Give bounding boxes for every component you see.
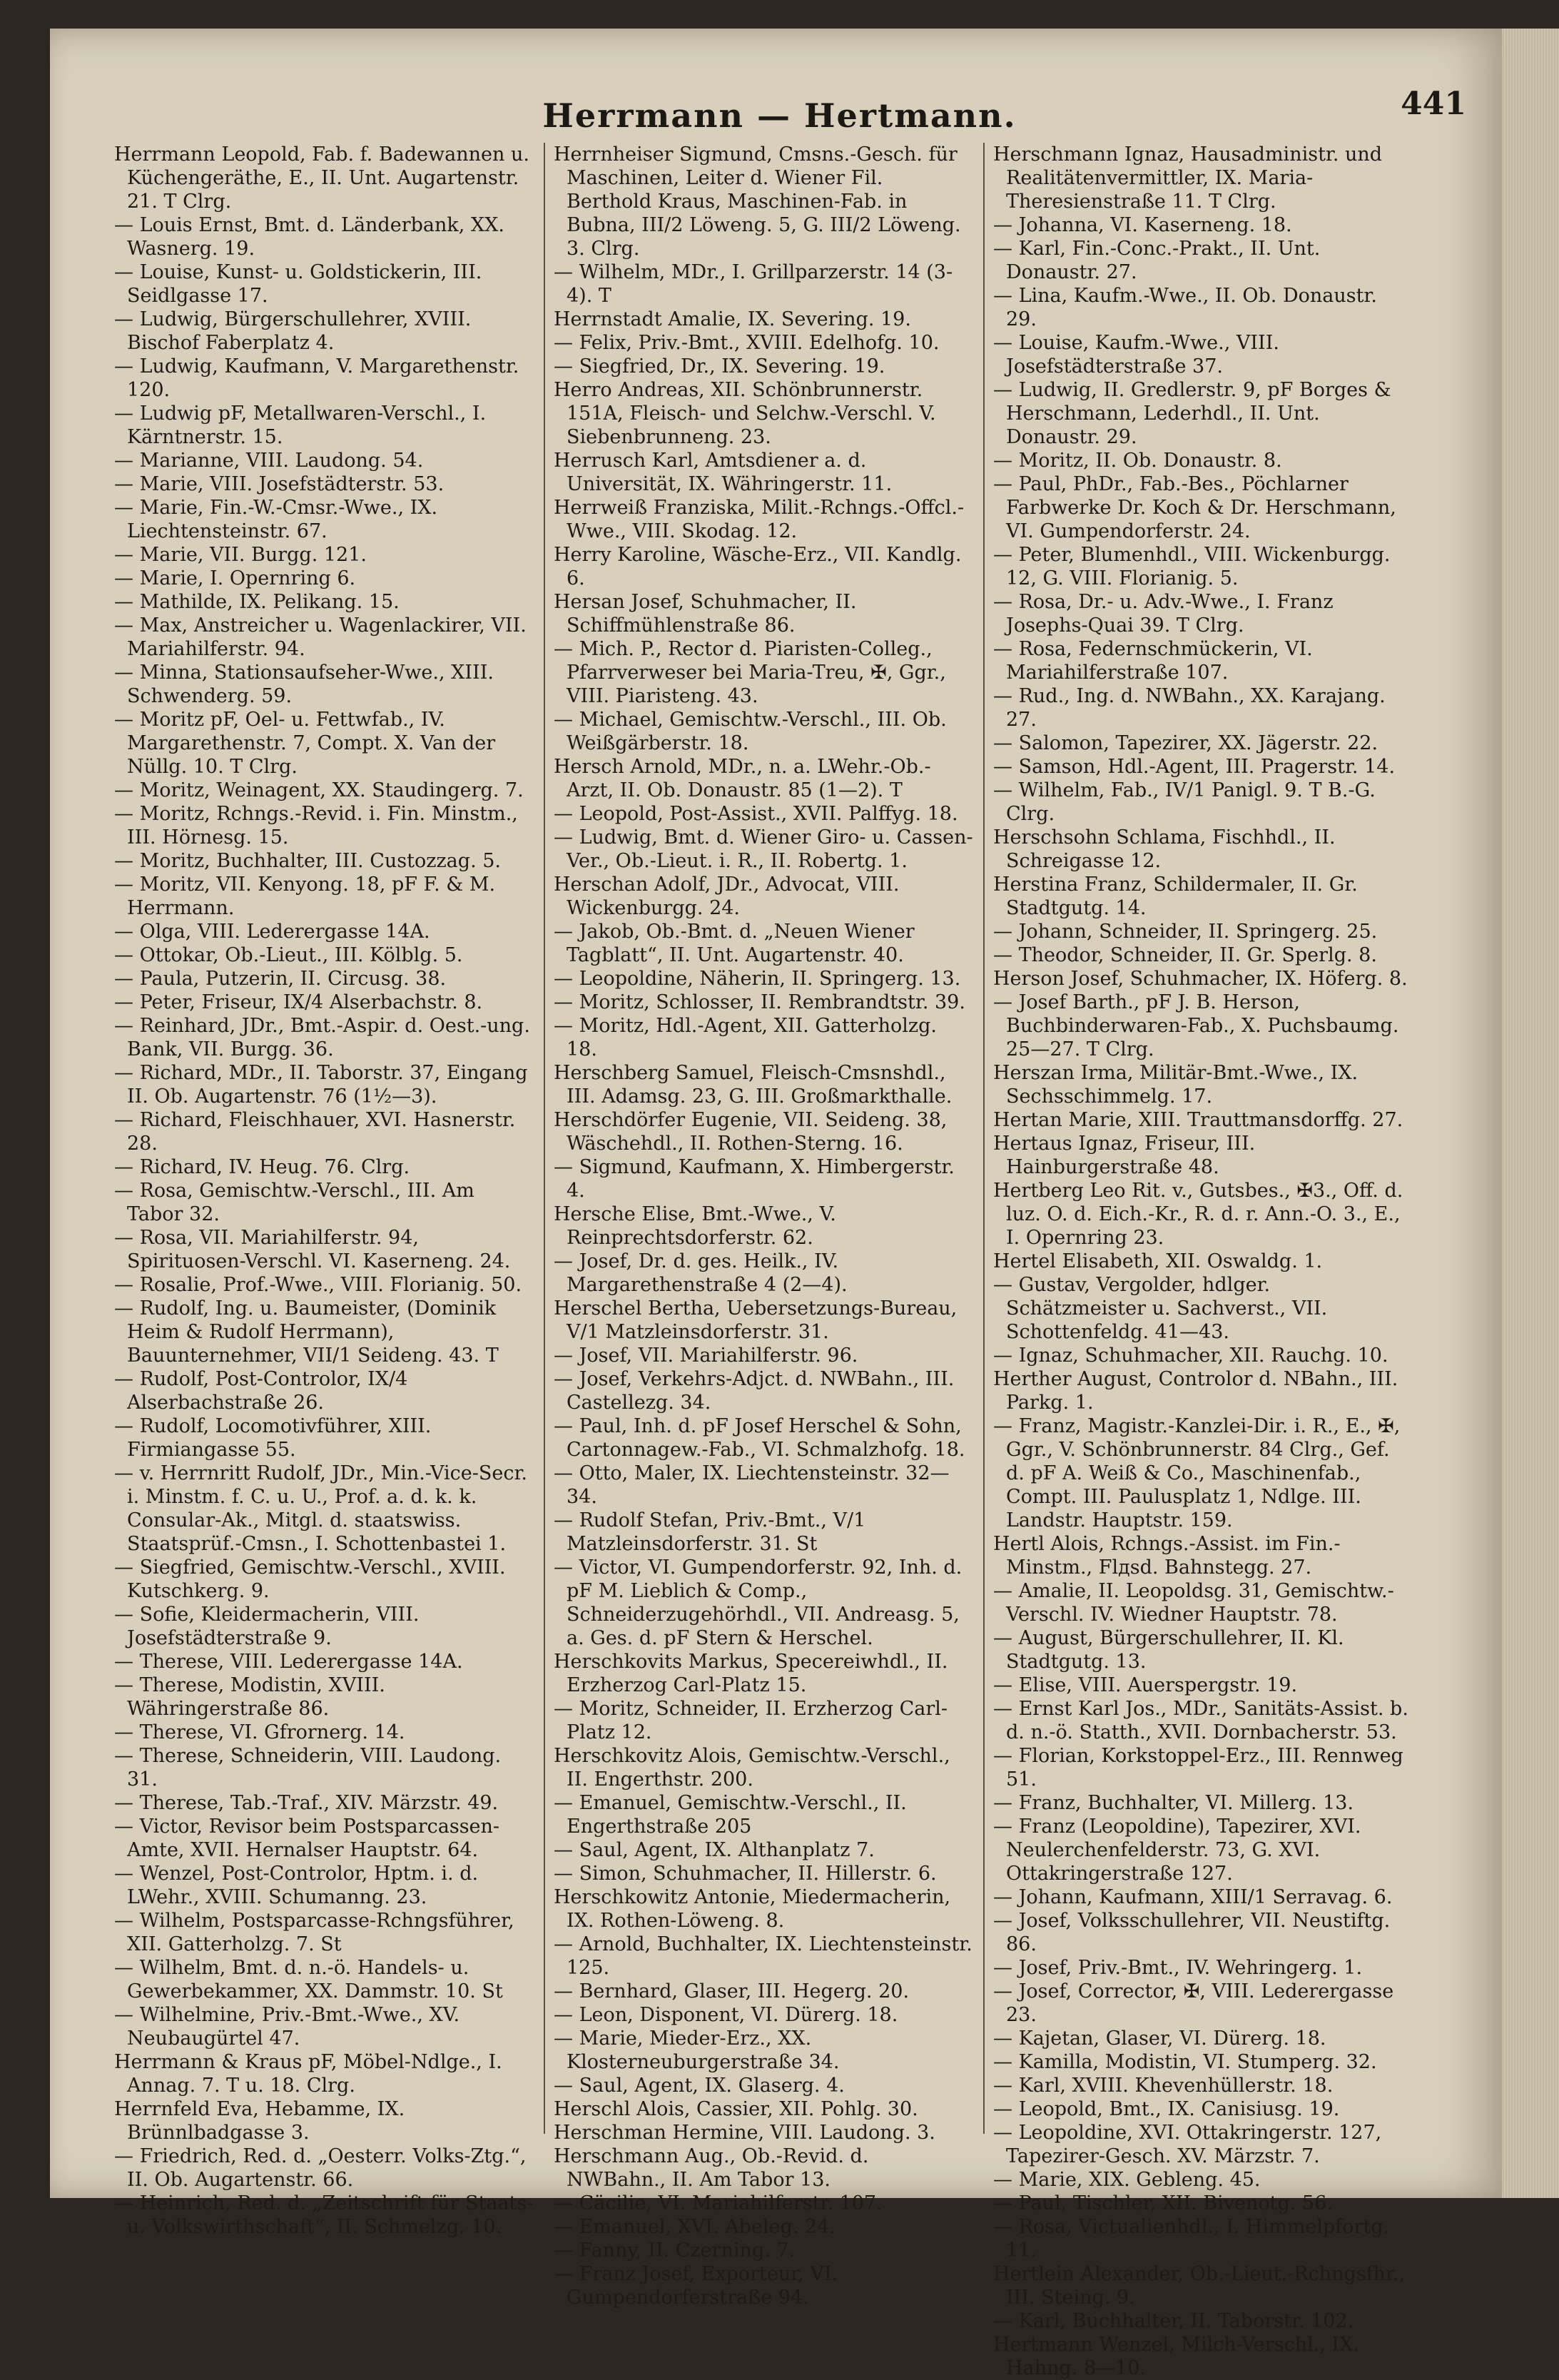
directory-entry: Hersche Elise, Bmt.-Wwe., V. Reinprechtsdorferstr. 62. bbox=[554, 1203, 836, 1249]
directory-entry: — Rosa, Gemischtw.-Verschl., III. Am Tabor 32. bbox=[114, 1180, 474, 1225]
directory-entry: Hersch Arnold, MDr., n. a. LWehr.-Ob.-Arzt, II. Ob. Donaustr. 85 (1—2). T bbox=[554, 756, 931, 801]
directory-entry: Herschberg Samuel, Fleisch-Cmsnshdl., III. Adamsg. 23, G. III. Großmarkthalle. bbox=[554, 1062, 953, 1108]
directory-entry: — Josef, Corrector, ✠, VIII. Lederergasse 23. bbox=[993, 1980, 1394, 2026]
directory-entry: — Franz, Magistr.-Kanzlei-Dir. i. R., E., ✠, Ggr., V. Schönbrunnerstr. 84 Clrg., Gef. d. pF A. Weiß & Co., Maschinenfab., Compt. III. Paulusplatz 1, Ndlge. III. Landstr. Hauptstr. 159. bbox=[993, 1415, 1401, 1531]
directory-entry: — Wilhelm, Bmt. d. n.-ö. Handels- u. Gewerbekammer, XX. Dammstr. 10. St bbox=[114, 1957, 503, 2002]
directory-entry: — Louise, Kunst- u. Goldstickerin, III. Seidlgasse 17. bbox=[114, 261, 482, 307]
directory-entry: — Karl, XVIII. Khevenhüllerstr. 18. bbox=[993, 2075, 1334, 2097]
directory-entry: — Heinrich, Red. d. „Zeitschrift für Staats- u. Volkswirthschaft“, II. Schmelzg. 10. bbox=[114, 2192, 534, 2238]
directory-entry: — Ernst Karl Jos., MDr., Sanitäts-Assist. b. d. n.-ö. Statth., XVII. Dornbacherstr. 53. bbox=[993, 1698, 1408, 1743]
directory-entry: — Marie, Mieder-Erz., XX. Klosterneuburgerstraße 34. bbox=[554, 2027, 840, 2073]
directory-entry: — Gustav, Vergolder, hdlger. Schätzmeister u. Sachverst., VII. Schottenfeldg. 41—43. bbox=[993, 1274, 1328, 1343]
directory-entry: — Salomon, Tapezirer, XX. Jägerstr. 22. bbox=[993, 732, 1378, 754]
directory-entry: — Theodor, Schneider, II. Gr. Sperlg. 8. bbox=[993, 944, 1377, 966]
directory-entry: — Wilhelmine, Priv.-Bmt.-Wwe., XV. Neubaugürtel 47. bbox=[114, 2004, 460, 2050]
directory-entry: — Paul, Inh. d. pF Josef Herschel & Sohn, Cartonnagew.-Fab., VI. Schmalzhofg. 18. bbox=[554, 1415, 965, 1461]
directory-entry: — Marie, VIII. Josefstädterstr. 53. bbox=[114, 473, 445, 495]
directory-entry: — Victor, VI. Gumpendorferstr. 92, Inh. d. pF M. Lieblich & Comp., Schneiderzugehörhdl., VII. Andreasg. 5, a. Ges. d. pF Stern & Herschel. bbox=[554, 1556, 963, 1649]
directory-entry: — Rudolf, Post-Controlor, IX/4 Alserbachstraße 26. bbox=[114, 1368, 408, 1414]
directory-entry: Herschl Alois, Cassier, XII. Pohlg. 30. bbox=[554, 2098, 918, 2120]
directory-entry: Herrnfeld Eva, Hebamme, IX. Brünnlbadgasse 3. bbox=[114, 2098, 405, 2144]
directory-entry: — Johann, Schneider, II. Springerg. 25. bbox=[993, 921, 1378, 943]
directory-entry: — Ottokar, Ob.-Lieut., III. Kölblg. 5. bbox=[114, 944, 463, 966]
directory-entry: — Johann, Kaufmann, XIII/1 Serravag. 6. bbox=[993, 1886, 1393, 1908]
directory-entry: — Paul, Tischler, XII. Bivenotg. 56. bbox=[993, 2192, 1333, 2214]
directory-entry: Herrmann Leopold, Fab. f. Badewannen u. Küchengeräthe, E., II. Unt. Augartenstr. 21. T Clrg. bbox=[114, 143, 529, 213]
directory-entry: — Moritz pF, Oel- u. Fettwfab., IV. Margarethenstr. 7, Compt. X. Van der Nüllg. 10. T Clrg. bbox=[114, 709, 496, 778]
directory-entry: — Louis Ernst, Bmt. d. Länderbank, XX. Wasnerg. 19. bbox=[114, 214, 504, 260]
directory-entry: — Cäcilie, VI. Mariahilferstr. 107. bbox=[554, 2192, 883, 2214]
directory-entry: — Leopold, Post-Assist., XVII. Palffyg. 18. bbox=[554, 803, 958, 825]
directory-entry: — Marie, I. Opernring 6. bbox=[114, 567, 356, 589]
directory-entry: — Moritz, Weinagent, XX. Staudingerg. 7. bbox=[114, 779, 524, 801]
directory-entry: — Rosa, Victualienhdl., I. Himmelpfortg. 11. bbox=[993, 2216, 1390, 2262]
directory-entry: Herry Karoline, Wäsche-Erz., VII. Kandlg. 6. bbox=[554, 544, 962, 589]
column-3 bbox=[983, 143, 1413, 2379]
directory-entry: — Ludwig pF, Metallwaren-Verschl., I. Kärntnerstr. 15. bbox=[114, 402, 487, 448]
directory-entry: Hertan Marie, XIII. Trauttmansdorffg. 27. bbox=[993, 1109, 1403, 1131]
directory-entry: Hertel Elisabeth, XII. Oswaldg. 1. bbox=[993, 1250, 1323, 1272]
directory-entry: — Leopold, Bmt., IX. Canisiusg. 19. bbox=[993, 2098, 1340, 2120]
directory-entry: — Rudolf, Locomotivführer, XIII. Firmiangasse 55. bbox=[114, 1415, 432, 1461]
page-header bbox=[0, 68, 1559, 135]
directory-entry: Herrmann & Kraus pF, Möbel-Ndlge., I. Annag. 7. T u. 18. Clrg. bbox=[114, 2051, 502, 2097]
directory-entry: — Rudolf, Ing. u. Baumeister, (Dominik Heim & Rudolf Herrmann), Bauunternehmer, VII/1 Seideng. 43. T bbox=[114, 1297, 499, 1367]
directory-entry: — Rudolf Stefan, Priv.-Bmt., V/1 Matzleinsdorferstr. 31. St bbox=[554, 1509, 866, 1555]
directory-entry: — Paula, Putzerin, II. Circusg. 38. bbox=[114, 968, 447, 990]
directory-entry: — Moritz, Schneider, II. Erzherzog Carl-Platz 12. bbox=[554, 1698, 948, 1743]
directory-entry: — Ludwig, Kaufmann, V. Margarethenstr. 120. bbox=[114, 355, 519, 401]
directory-entry: — Kamilla, Modistin, VI. Stumperg. 32. bbox=[993, 2051, 1377, 2073]
directory-entry: Hertmann Wenzel, Milch-Verschl., IX. Hahng. 8—10. bbox=[993, 2334, 1359, 2379]
directory-entry: Hertaus Ignaz, Friseur, III. Hainburgerstraße 48. bbox=[993, 1133, 1256, 1178]
directory-entry: — Rud., Ing. d. NWBahn., XX. Karajang. 27. bbox=[993, 685, 1386, 731]
directory-entry: — Michael, Gemischtw.-Verschl., III. Ob. Weißgärberstr. 18. bbox=[554, 709, 947, 754]
directory-entry: — Mathilde, IX. Pelikang. 15. bbox=[114, 591, 400, 613]
directory-entry: — Richard, Fleischhauer, XVI. Hasnerstr. 28. bbox=[114, 1109, 516, 1155]
directory-entry: — Moritz, II. Ob. Donaustr. 8. bbox=[993, 450, 1282, 472]
directory-entry: — Richard, MDr., II. Taborstr. 37, Eingang II. Ob. Augartenstr. 76 (1½—3). bbox=[114, 1062, 528, 1108]
directory-entry: — Wilhelm, MDr., I. Grillparzerstr. 14 (3-4). T bbox=[554, 261, 953, 307]
directory-entry: — Lina, Kaufm.-Wwe., II. Ob. Donaustr. 29. bbox=[993, 285, 1377, 330]
directory-entry: Herschdörfer Eugenie, VII. Seideng. 38, Wäschehdl., II. Rothen-Sterng. 16. bbox=[554, 1109, 948, 1155]
directory-entry: — Ludwig, Bmt. d. Wiener Giro- u. Cassen-Ver., Ob.-Lieut. i. R., II. Robertg. 1. bbox=[554, 826, 973, 872]
directory-entry: — Wenzel, Post-Controlor, Hptm. i. d. LWehr., XVIII. Schumanng. 23. bbox=[114, 1863, 479, 1908]
directory-entry: — August, Bürgerschullehrer, II. Kl. Stadtgutg. 13. bbox=[993, 1627, 1344, 1673]
directory-entry: — Rosa, Federnschmückerin, VI. Mariahilferstraße 107. bbox=[993, 638, 1313, 684]
directory-entry: — Therese, Schneiderin, VIII. Laudong. 31. bbox=[114, 1745, 502, 1791]
directory-entry: Herschman Hermine, VIII. Laudong. 3. bbox=[554, 2122, 935, 2144]
column-1 bbox=[114, 143, 534, 2238]
directory-entry: — Olga, VIII. Lederergasse 14A. bbox=[114, 921, 430, 943]
directory-entry: — Jakob, Ob.-Bmt. d. „Neuen Wiener Tagblatt“, II. Unt. Augartenstr. 40. bbox=[554, 921, 915, 966]
directory-entry: — v. Herrnritt Rudolf, JDr., Min.-Vice-Secr. i. Minstm. f. C. u. U., Prof. a. d. k. k. Consular-Ak., Mitgl. d. staatswiss. Staatsprüf.-Cmsn., I. Schottenbastei 1. bbox=[114, 1462, 528, 1555]
directory-columns bbox=[114, 143, 1413, 2379]
directory-entry: — Franz (Leopoldine), Tapezirer, XVI. Neulerchenfelderstr. 73, G. XVI. Ottakringerstraße 127. bbox=[993, 1816, 1361, 1885]
directory-entry: — Simon, Schuhmacher, II. Hillerstr. 6. bbox=[554, 1863, 937, 1885]
directory-entry: — Samson, Hdl.-Agent, III. Pragerstr. 14. bbox=[993, 756, 1396, 778]
column-2 bbox=[544, 143, 973, 2309]
directory-entry: — Marie, XIX. Gebleng. 45. bbox=[993, 2169, 1261, 2191]
directory-entry: — Louise, Kaufm.-Wwe., VIII. Josefstädterstraße 37. bbox=[993, 332, 1279, 378]
directory-entry: — Marie, VII. Burgg. 121. bbox=[114, 544, 367, 566]
directory-entry: Herro Andreas, XII. Schönbrunnerstr. 151A, Fleisch- und Selchw.-Verschl. V. Siebenbrunneng. 23. bbox=[554, 379, 936, 448]
directory-entry: — Ludwig, II. Gredlerstr. 9, pF Borges & Herschmann, Lederhdl., II. Unt. Donaustr. 29. bbox=[993, 379, 1391, 448]
directory-entry: Herschel Bertha, Uebersetzungs-Bureau, V/1 Matzleinsdorferstr. 31. bbox=[554, 1297, 958, 1343]
directory-entry: — Mich. P., Rector d. Piaristen-Colleg., Pfarrverweser bei Maria-Treu, ✠, Ggr., VIII. Piaristeng. 43. bbox=[554, 638, 946, 707]
directory-entry: — Moritz, VII. Kenyong. 18, pF F. & M. Herrmann. bbox=[114, 873, 496, 919]
running-title: Herrmann — Hertmann. bbox=[542, 96, 1017, 135]
directory-entry: Hertlein Alexander, Ob.-Lieut.-Rchngsfhr., III. Steing. 9. bbox=[993, 2263, 1406, 2309]
directory-entry: — Richard, IV. Heug. 76. Clrg. bbox=[114, 1156, 410, 1178]
directory-entry: — Reinhard, JDr., Bmt.-Aspir. d. Oest.-ung. Bank, VII. Burgg. 36. bbox=[114, 1015, 530, 1060]
directory-entry: — Emanuel, XVI. Abeleg. 24. bbox=[554, 2216, 836, 2238]
directory-entry: Herschkovitz Alois, Gemischtw.-Verschl., II. Engerthstr. 200. bbox=[554, 1745, 950, 1791]
directory-entry: — Moritz, Buchhalter, III. Custozzag. 5. bbox=[114, 850, 501, 872]
directory-entry: — Ludwig, Bürgerschullehrer, XVIII. Bischof Faberplatz 4. bbox=[114, 308, 472, 354]
directory-entry: — Franz, Buchhalter, VI. Millerg. 13. bbox=[993, 1792, 1354, 1814]
directory-entry: — Karl, Fin.-Conc.-Prakt., II. Unt. Donaustr. 27. bbox=[993, 238, 1321, 283]
directory-entry: — Bernhard, Glaser, III. Hegerg. 20. bbox=[554, 1980, 910, 2002]
directory-entry: — Johanna, VI. Kaserneng. 18. bbox=[993, 214, 1292, 236]
directory-entry: Herrweiß Franziska, Milit.-Rchngs.-Offcl.-Wwe., VIII. Skodag. 12. bbox=[554, 497, 965, 542]
directory-entry: — Peter, Friseur, IX/4 Alserbachstr. 8. bbox=[114, 991, 483, 1013]
directory-entry: — Franz Josef, Exporteur, VI. Gumpendorferstraße 94. bbox=[554, 2263, 838, 2309]
directory-entry: Herrnheiser Sigmund, Cmsns.-Gesch. für Maschinen, Leiter d. Wiener Fil. Berthold Kraus, Maschinen-Fab. in Bubna, III/2 Löweng. 5, G. III/2 Löweng. 3. Clrg. bbox=[554, 143, 961, 260]
directory-entry: — Josef, VII. Mariahilferstr. 96. bbox=[554, 1345, 858, 1367]
directory-entry: — Leopoldine, XVI. Ottakringerstr. 127, Tapezirer-Gesch. XV. Märzstr. 7. bbox=[993, 2122, 1382, 2167]
directory-entry: — Kajetan, Glaser, VI. Dürerg. 18. bbox=[993, 2027, 1326, 2050]
directory-entry: — Minna, Stationsaufseher-Wwe., XIII. Schwenderg. 59. bbox=[114, 662, 494, 707]
directory-entry: — Amalie, II. Leopoldsg. 31, Gemischtw.-Verschl. IV. Wiedner Hauptstr. 78. bbox=[993, 1580, 1394, 1626]
directory-entry: — Sofie, Kleidermacherin, VIII. Josefstädterstraße 9. bbox=[114, 1604, 420, 1649]
directory-entry: — Josef Barth., pF J. B. Herson, Buchbinderwaren-Fab., X. Puchsbaumg. 25—27. T Clrg. bbox=[993, 991, 1399, 1060]
directory-entry: — Therese, VIII. Lederergasse 14A. bbox=[114, 1651, 463, 1673]
directory-entry: — Otto, Maler, IX. Liechtensteinstr. 32—34. bbox=[554, 1462, 950, 1508]
directory-entry: — Florian, Korkstoppel-Erz., III. Rennweg 51. bbox=[993, 1745, 1403, 1791]
directory-entry: — Arnold, Buchhalter, IX. Liechtensteinstr. 125. bbox=[554, 1933, 973, 1979]
directory-entry: Herschmann Aug., Ob.-Revid. d. NWBahn., II. Am Tabor 13. bbox=[554, 2145, 869, 2191]
page-number: 441 bbox=[1401, 86, 1466, 122]
directory-entry: — Moritz, Rchngs.-Revid. i. Fin. Minstm., III. Hörnesg. 15. bbox=[114, 803, 518, 849]
directory-entry: — Felix, Priv.-Bmt., XVIII. Edelhofg. 10. bbox=[554, 332, 940, 354]
directory-entry: — Josef, Verkehrs-Adjct. d. NWBahn., III. Castellezg. 34. bbox=[554, 1368, 955, 1414]
directory-entry: — Sigmund, Kaufmann, X. Himbergerstr. 4. bbox=[554, 1156, 955, 1202]
directory-entry: Herschsohn Schlama, Fischhdl., II. Schreigasse 12. bbox=[993, 826, 1336, 872]
directory-entry: Herrusch Karl, Amtsdiener a. d. Universität, IX. Währingerstr. 11. bbox=[554, 450, 893, 495]
directory-entry: Herrnstadt Amalie, IX. Severing. 19. bbox=[554, 308, 911, 330]
directory-entry: — Max, Anstreicher u. Wagenlackirer, VII. Mariahilferstr. 94. bbox=[114, 614, 527, 660]
directory-entry: Herschkowitz Antonie, Miedermacherin, IX. Rothen-Löweng. 8. bbox=[554, 1886, 951, 1932]
directory-entry: — Josef, Volksschullehrer, VII. Neustiftg. 86. bbox=[993, 1910, 1391, 1955]
directory-entry: Herther August, Controlor d. NBahn., III. Parkg. 1. bbox=[993, 1368, 1398, 1414]
directory-entry: — Saul, Agent, IX. Althanplatz 7. bbox=[554, 1839, 875, 1861]
directory-entry: — Siegfried, Gemischtw.-Verschl., XVIII. Kutschkerg. 9. bbox=[114, 1556, 506, 1602]
directory-entry: — Friedrich, Red. d. „Oesterr. Volks-Ztg.“, II. Ob. Augartenstr. 66. bbox=[114, 2145, 527, 2191]
directory-entry: — Wilhelm, Postsparcasse-Rchngsführer, XII. Gatterholzg. 7. St bbox=[114, 1910, 514, 1955]
directory-entry: — Elise, VIII. Auerspergstr. 19. bbox=[993, 1674, 1298, 1696]
directory-entry: — Leopoldine, Näherin, II. Springerg. 13. bbox=[554, 968, 961, 990]
directory-entry: — Therese, Modistin, XVIII. Währingerstraße 86. bbox=[114, 1674, 385, 1720]
directory-entry: Herschkovits Markus, Specereiwhdl., II. Erzherzog Carl-Platz 15. bbox=[554, 1651, 948, 1696]
directory-entry: — Wilhelm, Fab., IV/1 Panigl. 9. T B.-G. Clrg. bbox=[993, 779, 1376, 825]
directory-entry: Hertl Alois, Rchngs.-Assist. im Fin.-Minstm., Flдsd. Bahnstegg. 27. bbox=[993, 1533, 1341, 1579]
directory-entry: — Marie, Fin.-W.-Cmsr.-Wwe., IX. Liechtensteinstr. 67. bbox=[114, 497, 438, 542]
directory-entry: — Saul, Agent, IX. Glaserg. 4. bbox=[554, 2075, 845, 2097]
directory-entry: — Therese, Tab.-Traf., XIV. Märzstr. 49. bbox=[114, 1792, 499, 1814]
directory-entry: Hertberg Leo Rit. v., Gutsbes., ✠3., Off. d. luz. O. d. Eich.-Kr., R. d. r. Ann.-O. 3., E., I. Opernring 23. bbox=[993, 1180, 1403, 1249]
directory-entry: — Emanuel, Gemischtw.-Verschl., II. Engerthstraße 205 bbox=[554, 1792, 907, 1838]
directory-entry: — Victor, Revisor beim Postsparcassen-Amte, XVII. Hernalser Hauptstr. 64. bbox=[114, 1816, 500, 1861]
directory-entry: Hersan Josef, Schuhmacher, II. Schiffmühlenstraße 86. bbox=[554, 591, 857, 637]
directory-entry: — Ignaz, Schuhmacher, XII. Rauchg. 10. bbox=[993, 1345, 1388, 1367]
directory-entry: — Leon, Disponent, VI. Dürerg. 18. bbox=[554, 2004, 898, 2026]
directory-entry: — Therese, VI. Gfrornerg. 14. bbox=[114, 1721, 405, 1743]
directory-entry: — Paul, PhDr., Fab.-Bes., Pöchlarner Farbwerke Dr. Koch & Dr. Herschmann, VI. Gumpendorferstr. 24. bbox=[993, 473, 1396, 542]
directory-entry: — Moritz, Hdl.-Agent, XII. Gatterholzg. 18. bbox=[554, 1015, 937, 1060]
directory-entry: Herstina Franz, Schildermaler, II. Gr. Stadtgutg. 14. bbox=[993, 873, 1358, 919]
directory-entry: Herschmann Ignaz, Hausadministr. und Realitätenvermittler, IX. Maria-Theresienstraße 11. T Clrg. bbox=[993, 143, 1383, 213]
directory-entry: — Moritz, Schlosser, II. Rembrandtstr. 39. bbox=[554, 991, 965, 1013]
directory-entry: — Rosalie, Prof.-Wwe., VIII. Florianig. 50. bbox=[114, 1274, 522, 1296]
directory-entry: — Siegfried, Dr., IX. Severing. 19. bbox=[554, 355, 885, 378]
directory-entry: — Karl, Buchhalter, II. Taborstr. 102. bbox=[993, 2310, 1354, 2332]
directory-entry: — Josef, Dr. d. ges. Heilk., IV. Margarethenstraße 4 (2—4). bbox=[554, 1250, 848, 1296]
directory-entry: — Fanny, II. Czerning. 7. bbox=[554, 2239, 796, 2262]
directory-entry: — Marianne, VIII. Laudong. 54. bbox=[114, 450, 424, 472]
book-page-edge bbox=[1502, 29, 1559, 2198]
directory-entry: Herszan Irma, Militär-Bmt.-Wwe., IX. Sechsschimmelg. 17. bbox=[993, 1062, 1359, 1108]
directory-entry: Herson Josef, Schuhmacher, IX. Höferg. 8. bbox=[993, 968, 1408, 990]
directory-entry: — Peter, Blumenhdl., VIII. Wickenburgg. 12, G. VIII. Florianig. 5. bbox=[993, 544, 1391, 589]
directory-entry: — Josef, Priv.-Bmt., IV. Wehringerg. 1. bbox=[993, 1957, 1363, 1979]
directory-entry: Herschan Adolf, JDr., Advocat, VIII. Wickenburgg. 24. bbox=[554, 873, 900, 919]
directory-entry: — Rosa, VII. Mariahilferstr. 94, Spirituosen-Verschl. VI. Kaserneng. 24. bbox=[114, 1227, 511, 1272]
directory-entry: — Rosa, Dr.- u. Adv.-Wwe., I. Franz Josephs-Quai 39. T Clrg. bbox=[993, 591, 1334, 637]
